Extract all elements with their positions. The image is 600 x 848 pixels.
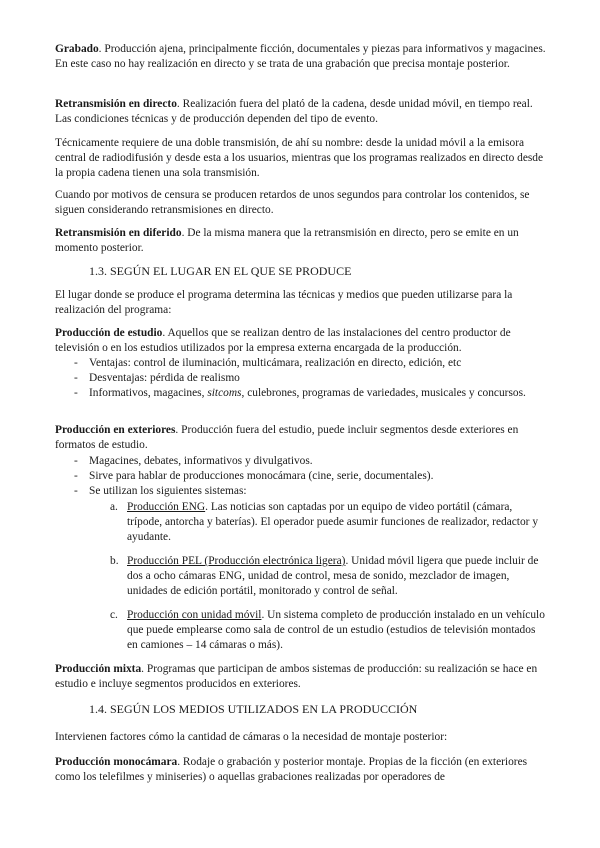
term-produccion-exteriores: Producción en exteriores	[55, 424, 176, 436]
term-produccion-estudio: Producción de estudio	[55, 327, 163, 339]
dash-marker: -	[74, 387, 78, 399]
paragraph-retransmision-diferido	[55, 226, 547, 256]
section-heading-1-4: 1.4. SEGÚN LOS MEDIOS UTILIZADOS EN LA PRODUCCIÓN	[89, 702, 418, 716]
list-text: Magacines, debates, informativos y divulgativos.	[89, 455, 313, 467]
sistema-pel	[110, 554, 547, 599]
sistema-marker: b.	[110, 555, 119, 567]
sistema-term: Producción con unidad móvil	[127, 609, 262, 621]
paragraph-produccion-mixta	[55, 662, 547, 692]
text-produccion-exteriores: . Producción fuera del estudio, puede incluir segmentos desde exteriores en formatos de estudio.	[55, 424, 519, 451]
sistema-text	[127, 608, 547, 653]
text-produccion-mixta: . Programas que participan de ambos sistemas de producción: su realización se hace en estudio e incluye segmentos producidos en exteriores.	[55, 663, 538, 690]
text-produccion-monocamara: . Rodaje o grabación y posterior montaje. Propias de la ficción (en exteriores como los telefilmes y miniseries) o aquellas grabaciones realizadas por operadores de	[55, 756, 528, 783]
dash-marker: -	[74, 485, 78, 497]
list-item-informativos	[74, 386, 546, 401]
sistema-marker: a.	[110, 501, 118, 513]
text-retransmision-directo: . Realización fuera del plató de la cadena, desde unidad móvil, en tiempo real. Las condiciones técnicas y de producción dependen del tipo de evento.	[55, 98, 533, 125]
term-produccion-monocamara: Producción monocámara	[55, 756, 178, 768]
paragraph-retransmision-directo	[55, 97, 547, 127]
list-item-desventajas	[74, 371, 546, 386]
paragraph-lugar-intro: El lugar donde se produce el programa determina las técnicas y medios que pueden utilizarse para la realización del programa:	[55, 289, 513, 316]
sistema-marker: c.	[110, 609, 118, 621]
paragraph-produccion-estudio	[55, 326, 547, 356]
sistema-term: Producción ENG	[127, 501, 206, 513]
list-text-sitcoms: sitcoms	[207, 387, 242, 399]
list-item-magacines	[74, 454, 546, 469]
list-text-pre: Informativos, magacines,	[89, 387, 208, 399]
list-text: Se utilizan los siguientes sistemas:	[89, 485, 247, 497]
list-text: Ventajas: control de iluminación, multicámara, realización en directo, edición, etc	[89, 357, 462, 369]
text-grabado: . Producción ajena, principalmente ficción, documentales y piezas para informativos y magacines. En este caso no hay realización en directo y se trata de una grabación que precisa montaje posterior.	[55, 43, 546, 70]
sistema-desc: . Un sistema completo de producción instalado en un vehículo que puede emplearse como sala de control de un estudio (estudios de televisión montados en camiones – 14 cámaras o más).	[127, 609, 545, 651]
section-heading-1-3: 1.3. SEGÚN EL LUGAR EN EL QUE SE PRODUCE	[89, 264, 352, 278]
list-text-post: , culebrones, programas de variedades, musicales y concursos.	[241, 387, 526, 399]
text-retransmision-diferido: . De la misma manera que la retransmisión en directo, pero se emite en un momento posterior.	[55, 227, 519, 254]
list-item-sistemas	[74, 484, 546, 499]
sistema-unidad-movil	[110, 608, 547, 653]
sistema-desc: . Las noticias son captadas por un equipo de video portátil (cámara, trípode, antorcha y baterías). El operador puede asumir funciones de realizador, redactor y ayudante.	[127, 501, 539, 543]
list-text	[89, 386, 546, 401]
dash-marker: -	[74, 470, 78, 482]
list-item-monocamara	[74, 469, 546, 484]
paragraph-produccion-exteriores	[55, 423, 547, 453]
dash-marker: -	[74, 455, 78, 467]
sistema-desc: . Unidad móvil ligera que puede incluir de dos a ocho cámaras ENG, unidad de control, mesa de sonido, mezclador de imagen, unidades de edición portátil, monitorado y control de señal.	[127, 555, 539, 597]
paragraph-medios-intro: Intervienen factores cómo la cantidad de cámaras o la necesidad de montaje posterior:	[55, 731, 448, 743]
list-text: Desventajas: pérdida de realismo	[89, 372, 240, 384]
paragraph-tecnicamente: Técnicamente requiere de una doble transmisión, de ahí su nombre: desde la unidad móvil a la emisora central de radiodifusión y desde esta a los usuarios, mientras que los programas realizados en directo desde la propia cadena tienen una sola transmisión.	[55, 137, 544, 179]
list-item-ventajas	[74, 356, 546, 371]
paragraph-censura: Cuando por motivos de censura se producen retardos de unos segundos para controlar los contenidos, se siguen considerando retransmisiones en directo.	[55, 189, 530, 216]
dash-marker: -	[74, 357, 78, 369]
sistema-text	[127, 554, 547, 599]
term-retransmision-directo: Retransmisión en directo	[55, 98, 177, 110]
list-text: Sirve para hablar de producciones monocámara (cine, serie, documentales).	[89, 470, 434, 482]
paragraph-produccion-monocamara	[55, 755, 547, 785]
sistema-text	[127, 500, 547, 545]
term-retransmision-diferido: Retransmisión en diferido	[55, 227, 182, 239]
text-produccion-estudio: . Aquellos que se realizan dentro de las instalaciones del centro productor de televisión o en los estudios utilizados por la empresa externa encargada de la producción.	[55, 327, 511, 354]
paragraph-grabado	[55, 42, 547, 72]
sistema-term: Producción PEL (Producción electrónica ligera)	[127, 555, 346, 567]
sistema-eng	[110, 500, 547, 545]
term-grabado: Grabado	[55, 43, 99, 55]
dash-marker: -	[74, 372, 78, 384]
term-produccion-mixta: Producción mixta	[55, 663, 142, 675]
